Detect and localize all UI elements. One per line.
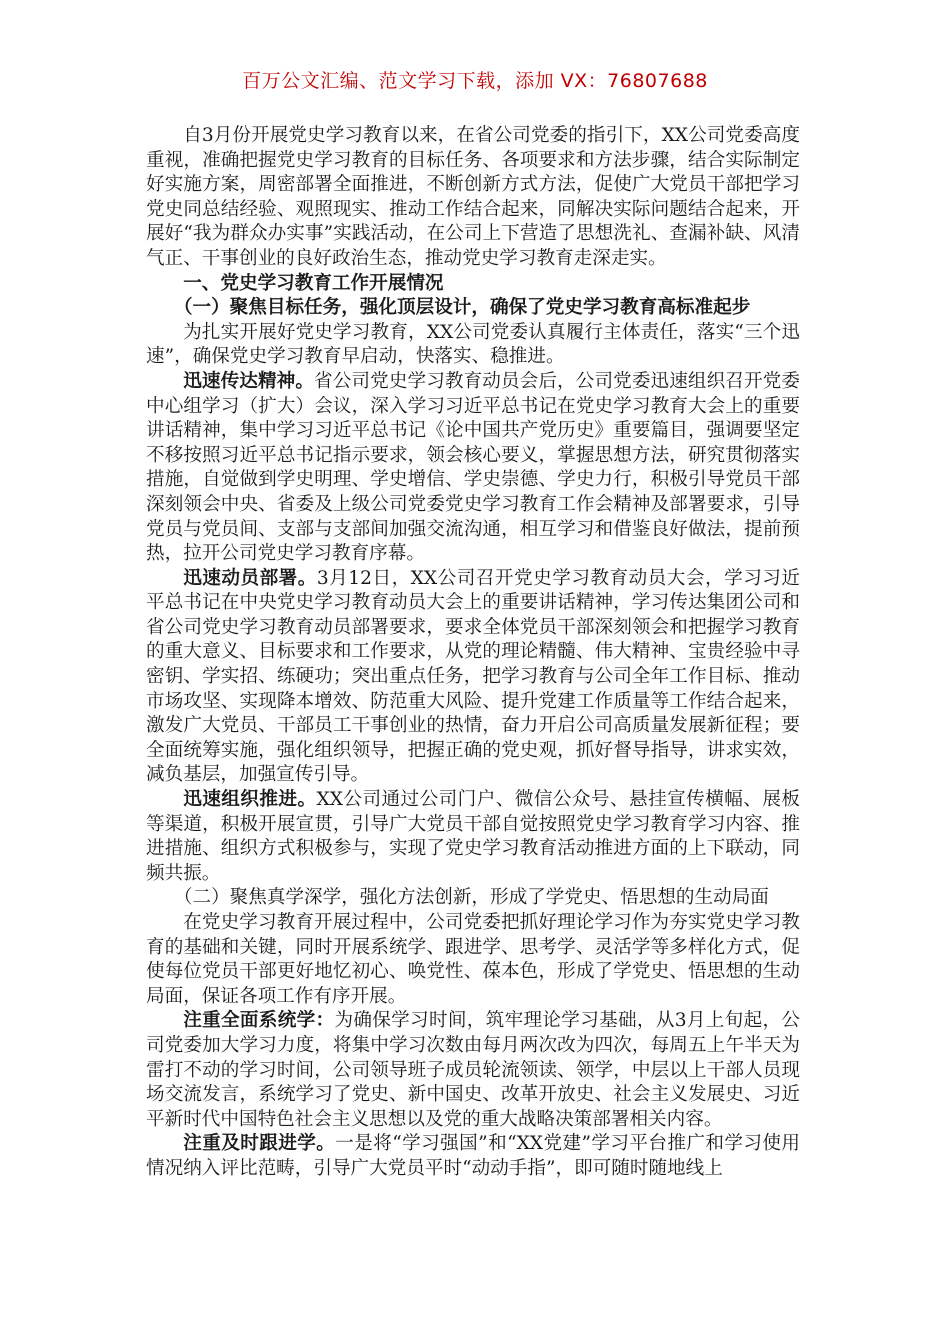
paragraph-spirit-text: 省公司党史学习教育动员会后，公司党委迅速组织召开党委中心组学习（扩大）会议，深入学习习近平总书记在党史学习教育大会上的重要讲话精神，集中学习习近平总书记《论中国共产党历史》重要篇目，强调要坚定不移按照习近平总书记指示要求，领会核心要义，掌握思想方法，研究贯彻落实措施，自觉做到学史明理、学史增信、学史崇德、学史力行，积极引导党员干部深刻领会中央、省委及上级公司党委党史学习教育工作会精神及部署要求，引导党员与党员间、支部与支部间加强交流沟通，相互学习和借鉴良好做法，提前预热，拉开公司党史学习教育序幕。 [146,370,800,565]
paragraph-organize-lead: 迅速组织推进。 [183,789,317,811]
paragraph-spirit-lead: 迅速传达精神。 [183,370,315,392]
subsection-2-paragraph: 在党史学习教育开展过程中，公司党委把抓好理论学习作为夯实党史学习教育的基础和关键，同时开展系统学、跟进学、思考学、灵活学等多样化方式，促使每位党员干部更好地忆初心、唤党性、葆本色，形成了学党史、悟思想的生动局面，保证各项工作有序开展。 [146,912,800,1007]
section-heading: 一、党史学习教育工作开展情况 [183,272,444,294]
paragraph-system [146,1009,800,1132]
paragraph-spirit [146,370,800,567]
paragraph-mobilize [146,567,800,788]
paragraph-system-lead: 注重全面系统学： [183,1010,335,1032]
intro-paragraph: 自3月份开展党史学习教育以来，在省公司党委的指引下，XX公司党委高度重视，准确把握党史学习教育的目标任务、各项要求和方法步骤，结合实际制定好实施方案，周密部署全面推进，不断创新方式方法，促使广大党员干部把学习党史同总结经验、观照现实、推动工作结合起来，同解决实际问题结合起来，开展好“我为群众办实事”实践活动，在公司上下营造了思想洗礼、查漏补缺、风清气正、干事创业的良好政治生态，推动党史学习教育走深走实。 [146,125,800,269]
watermark-header: 百万公文汇编、范文学习下载，添加 VX：76807688 [242,70,708,92]
paragraph-follow-text: 一是将“学习强国”和“XX党建”学习平台推广和学习使用情况纳入评比范畴，引导广大党员平时“动动手指”，即可随时随地线上 [146,1133,800,1179]
document-body [146,124,800,1182]
subsection-heading-1: （一）聚焦目标任务，强化顶层设计，确保了党史学习教育高标准起步 [173,297,751,319]
paragraph-mobilize-lead: 迅速动员部署。 [183,567,317,589]
paragraph-follow [146,1132,800,1181]
subsection-1-paragraph: 为扎实开展好党史学习教育，XX公司党委认真履行主体责任，落实“三个迅速”，确保党史学习教育早启动，快落实、稳推进。 [146,321,800,368]
paragraph-organize-text: XX公司通过公司门户、微信公众号、悬挂宣传横幅、展板等渠道，积极开展宣贯，引导广大党员干部自觉按照党史学习教育学习内容、推进措施、组织方式积极参与，实现了党史学习教育活动推进方面的上下联动，同频共振。 [146,789,800,884]
paragraph-organize [146,788,800,886]
paragraph-mobilize-text: 3月12日，XX公司召开党史学习教育动员大会，学习习近平总书记在中央党史学习教育动员大会上的重要讲话精神，学习传达集团公司和省公司党史学习教育动员部署要求，要求全体党员干部深刻领会和把握学习教育的重大意义、目标要求和工作要求，从党的理论精髓、伟大精神、宝贵经验中寻密钥、学实招、练硬功；突出重点任务，把学习教育与公司全年工作目标、推动市场攻坚、实现降本增效、防范重大风险、提升党建工作质量等工作结合起来，激发广大党员、干部员工干事创业的热情，奋力开启公司高质量发展新征程；要全面统筹实施，强化组织领导，把握正确的党史观，抓好督导指导，讲求实效，减负基层，加强宣传引导。 [146,567,800,786]
subsection-heading-2: （二）聚焦真学深学，强化方法创新，形成了学党史、悟思想的生动局面 [173,887,769,909]
paragraph-system-text: 为确保学习时间，筑牢理论学习基础，从3月上旬起，公司党委加大学习力度，将集中学习次数由每月两次改为四次，每周五上午半天为雷打不动的学习时间，公司领导班子成员轮流领读、领学，中层以上干部人员现场交流发言，系统学习了党史、新中国史、改革开放史、社会主义发展史、习近平新时代中国特色社会主义思想以及党的重大战略决策部署相关内容。 [146,1010,800,1130]
paragraph-follow-lead: 注重及时跟进学。 [183,1133,336,1155]
